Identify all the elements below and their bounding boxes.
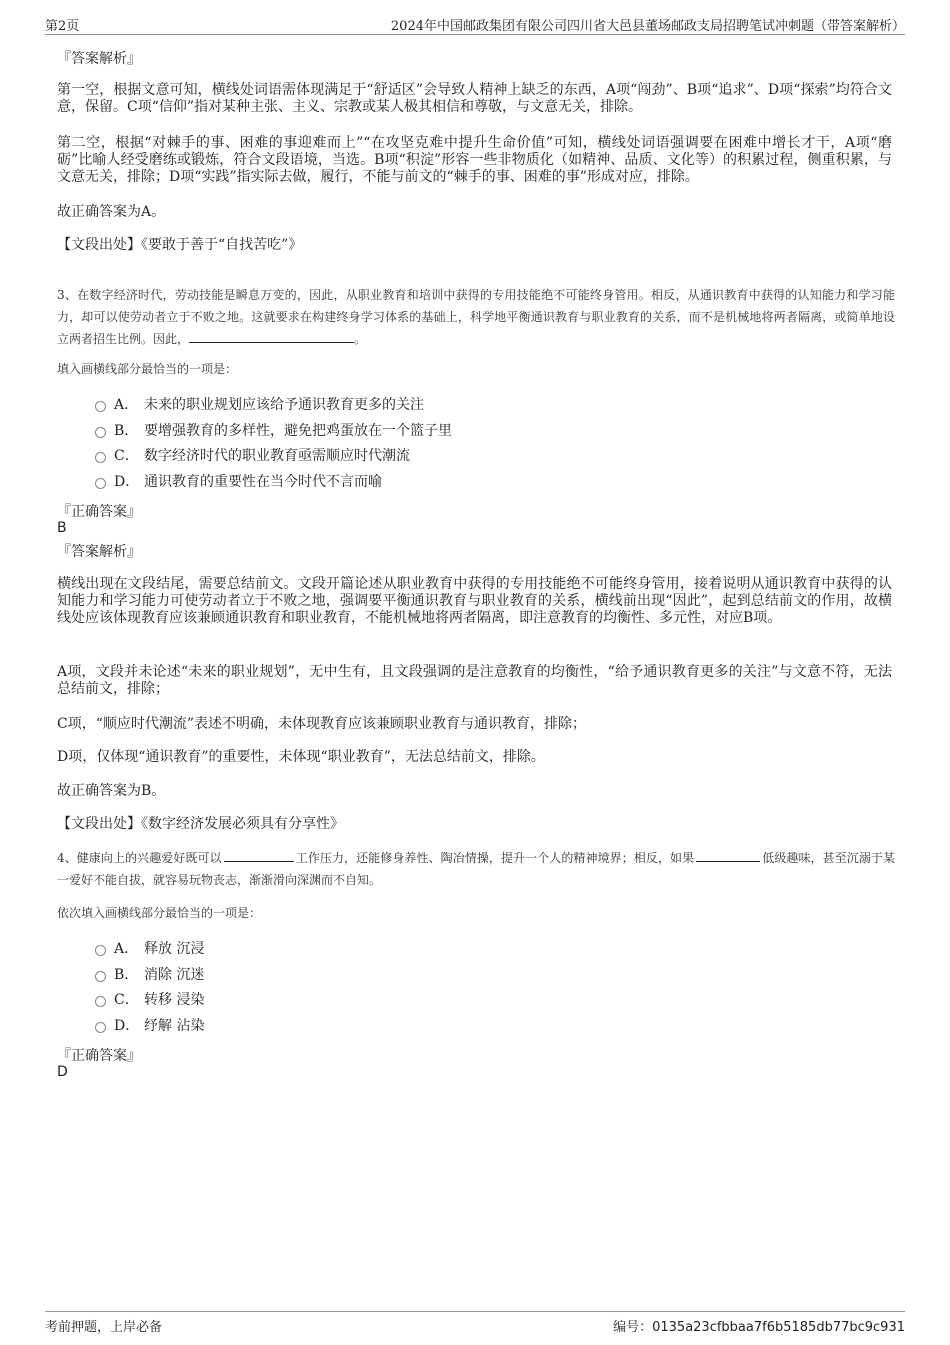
q3-option-d[interactable] (95, 472, 382, 492)
radio-icon[interactable] (95, 401, 106, 412)
option-letter: C． (114, 992, 139, 1008)
q3-instruction: 填入画横线部分最恰当的一项是： (57, 362, 238, 376)
document-code (613, 1316, 905, 1335)
q2-analysis-para-2: 第二空，根据“对棘手的事、困难的事迎难而上”“在攻坚克难中提升生命价值”可知，横线处词语强调要在困难中增长才干，A项“磨砺”比喻人经受磨练或锻炼，符合文段语境，当选。B项“积淀”形容一些非物质化（如精神、品质、文化等）的积累过程，侧重积累，与文意无关，排除；D项“实践”指实际去做，履行，不能与前文的“棘手的事、困难的事”形成对应，排除。 (57, 135, 892, 185)
q3-option-a[interactable] (95, 395, 424, 415)
option-letter: A． (114, 941, 139, 957)
option-letter: B． (114, 423, 139, 439)
q4-answer-label: 『正确答案』 (57, 1048, 141, 1064)
page-header (45, 12, 905, 35)
option-letter: D． (114, 1018, 140, 1034)
option-text: 要增强教育的多样性，避免把鸡蛋放在一个篮子里 (144, 423, 452, 439)
option-letter: D． (114, 474, 140, 490)
option-text: 纾解 沾染 (144, 1018, 205, 1034)
q4-option-d[interactable] (95, 1016, 204, 1036)
code-label: 编号： (613, 1320, 653, 1335)
option-letter: B． (114, 967, 139, 983)
q4-stem (57, 847, 895, 891)
q4-blank-2 (696, 850, 760, 862)
option-letter: C． (114, 448, 139, 464)
q2-analysis-para-1: 第一空，根据文意可知，横线处词语需体现满足于“舒适区”会导致人精神上缺乏的东西，A项“闯劲”、B项“追求”、D项“探索”均符合文意，保留。C项“信仰”指对某种主张、主义、宗教或某人极其相信和尊敬，与文意无关，排除。 (57, 82, 892, 115)
q4-instruction: 依次填入画横线部分最恰当的一项是： (57, 906, 262, 920)
q3-analysis-para-1: 横线出现在文段结尾，需要总结前文。文段开篇论述从职业教育中获得的专用技能绝不可能终身管用，接着说明从通识教育中获得的认知能力和学习能力可使劳动者立于不败之地，强调要平衡通识教育与职业教育的关系，横线前出现“因此”，起到总结前文的作用，故横线处应该体现教育应该兼顾通识教育和职业教育，不能机械地将两者隔离，即注意教育的均衡性、多元性，对应B项。 (57, 576, 892, 626)
q4-blank-1 (224, 850, 294, 862)
q4-stem-text-3: 低级趣味，甚至沉溺于某一爱好不能自拔，就容易玩物丧志，渐渐滑向深渊而不自知。 (57, 851, 895, 887)
option-text: 数字经济时代的职业教育亟需顺应时代潮流 (144, 448, 410, 464)
option-text: 释放 沉浸 (144, 941, 205, 957)
radio-icon[interactable] (95, 1022, 106, 1033)
q3-stem-text: 3、在数字经济时代，劳动技能是瞬息万变的，因此，从职业教育和培训中获得的专用技能绝不可能终身管用。相反，从通识教育中获得的认知能力和学习能力，却可以使劳动者立于不败之地。这就要求在构建终身学习体系的基础上，科学地平衡通识教育与职业教育的关系，而不是机械地将两者隔离，或简单地设立两者招生比例。因此， (57, 288, 895, 346)
radio-icon[interactable] (95, 427, 106, 438)
q4-option-c[interactable] (95, 990, 204, 1010)
q2-conclusion: 故正确答案为A。 (57, 204, 166, 220)
q3-answer: B (57, 520, 67, 536)
q4-option-b[interactable] (95, 965, 204, 985)
q3-stem-end: 。 (354, 332, 367, 346)
radio-icon[interactable] (95, 996, 106, 1007)
radio-icon[interactable] (95, 478, 106, 489)
code-value: 0135a23cfbbaa7f6b5185db77bc9c931 (652, 1320, 905, 1335)
q4-stem-text-1: 4、健康向上的兴趣爱好既可以 (57, 851, 222, 865)
q3-source: 【文段出处】《数字经济发展必须具有分享性》 (57, 816, 344, 832)
q3-option-b[interactable] (95, 421, 452, 441)
option-text: 转移 浸染 (144, 992, 205, 1008)
q4-answer: D (57, 1064, 68, 1080)
q4-option-a[interactable] (95, 939, 204, 959)
option-text: 未来的职业规划应该给予通识教育更多的关注 (144, 397, 424, 413)
q3-analysis-para-3: C项，“顺应时代潮流”表述不明确，未体现教育应该兼顾职业教育与通识教育，排除； (57, 716, 587, 732)
q3-conclusion: 故正确答案为B。 (57, 783, 166, 799)
radio-icon[interactable] (95, 945, 106, 956)
q3-analysis-para-4: D项，仅体现“通识教育”的重要性，未体现“职业教育”，无法总结前文，排除。 (57, 749, 545, 765)
q2-source: 【文段出处】《要敢于善于“自找苦吃”》 (57, 237, 303, 253)
radio-icon[interactable] (95, 971, 106, 982)
q3-stem (57, 284, 895, 350)
option-letter: A． (114, 397, 139, 413)
q3-answer-label: 『正确答案』 (57, 504, 141, 520)
page-footer (45, 1311, 905, 1336)
footer-slogan: 考前押题，上岸必备 (45, 1320, 163, 1335)
q2-analysis-label: 『答案解析』 (57, 51, 141, 67)
q4-stem-text-2: 工作压力，还能修身养性、陶冶情操，提升一个人的精神境界；相反，如果 (295, 851, 695, 865)
q3-analysis-para-2: A项，文段并未论述“未来的职业规划”，无中生有，且文段强调的是注意教育的均衡性，“给予通识教育更多的关注”与文意不符，无法总结前文，排除； (57, 664, 892, 697)
radio-icon[interactable] (95, 452, 106, 463)
option-text: 消除 沉迷 (144, 967, 205, 983)
option-text: 通识教育的重要性在当今时代不言而喻 (144, 474, 382, 490)
q3-blank (189, 331, 354, 343)
q3-analysis-label: 『答案解析』 (57, 544, 141, 560)
page-number: 第2页 (45, 19, 80, 34)
document-title: 2024年中国邮政集团有限公司四川省大邑县董场邮政支局招聘笔试冲刺题（带答案解析） (390, 19, 905, 34)
q3-option-c[interactable] (95, 446, 410, 466)
